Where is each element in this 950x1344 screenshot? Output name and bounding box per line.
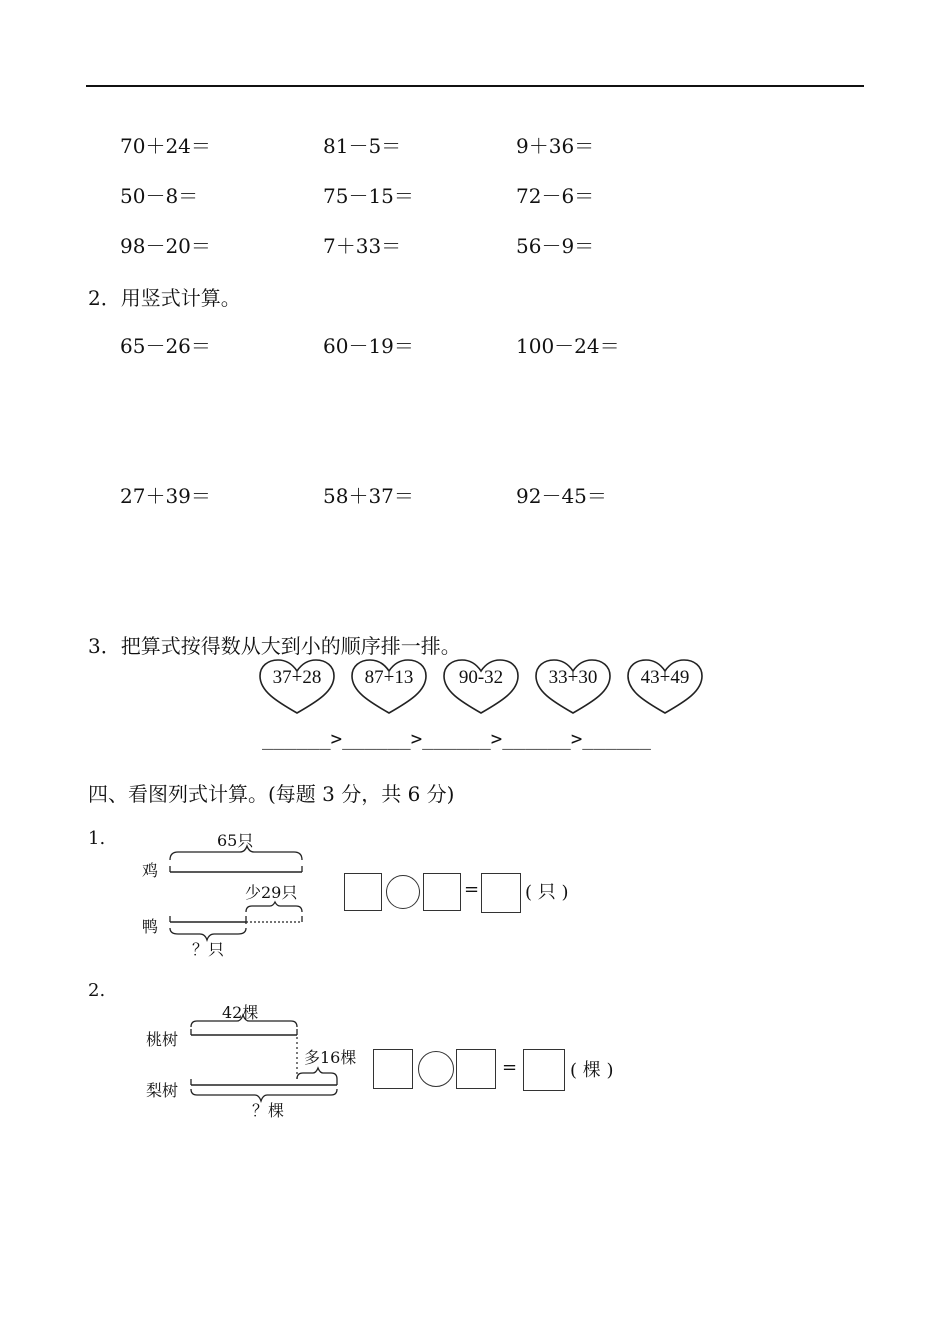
oral-item: 75－15＝ bbox=[323, 184, 414, 208]
duck-diff-label: 少29只 bbox=[245, 883, 298, 902]
answer-box-1[interactable] bbox=[344, 873, 382, 911]
chicken-label: 鸡 bbox=[142, 861, 159, 880]
vertical-calc-item: 58＋37＝ bbox=[323, 484, 414, 508]
heart-expression: 37+28 bbox=[272, 667, 322, 688]
oral-item: 56－9＝ bbox=[516, 234, 595, 258]
unit-label: ( 只 ) bbox=[525, 882, 569, 903]
order-answer-line[interactable]: ______>______>______>______>______ bbox=[262, 728, 651, 750]
problem2-number: 2. bbox=[88, 980, 106, 1001]
top-rule bbox=[86, 85, 864, 87]
section4-title: 四、看图列式计算。(每题 3 分，共 6 分) bbox=[88, 782, 455, 806]
vertical-calc-item: 27＋39＝ bbox=[120, 484, 211, 508]
oral-item: 7＋33＝ bbox=[323, 234, 402, 258]
pear-diff-label: 多16棵 bbox=[304, 1048, 357, 1067]
heart-card bbox=[624, 657, 706, 717]
heart-expression: 43+49 bbox=[640, 667, 690, 688]
heart-card bbox=[256, 657, 338, 717]
answer-box-result[interactable] bbox=[523, 1049, 565, 1091]
peach-label: 桃树 bbox=[146, 1030, 179, 1049]
chicken-total-label: 65只 bbox=[217, 831, 254, 850]
oral-item: 70＋24＝ bbox=[120, 134, 211, 158]
vertical-calc-item: 65－26＝ bbox=[120, 334, 211, 358]
problem1-number: 1. bbox=[88, 828, 106, 849]
heart-expression: 87+13 bbox=[364, 667, 414, 688]
heart-card bbox=[532, 657, 614, 717]
oral-item: 9＋36＝ bbox=[516, 134, 595, 158]
oral-item: 50－8＝ bbox=[120, 184, 199, 208]
vertical-calc-item: 92－45＝ bbox=[516, 484, 607, 508]
answer-box-1[interactable] bbox=[373, 1049, 413, 1089]
heart-expression: 33+30 bbox=[548, 667, 598, 688]
oral-item: 81－5＝ bbox=[323, 134, 402, 158]
duck-unknown-label: ？只 bbox=[192, 940, 225, 959]
answer-box-2[interactable] bbox=[423, 873, 461, 911]
answer-box-2[interactable] bbox=[456, 1049, 496, 1089]
q3-title: 3．把算式按得数从大到小的顺序排一排。 bbox=[88, 634, 461, 658]
heart-card bbox=[440, 657, 522, 717]
duck-label: 鸭 bbox=[142, 917, 159, 936]
operator-circle[interactable] bbox=[386, 875, 420, 909]
heart-card bbox=[348, 657, 430, 717]
heart-expression: 90-32 bbox=[458, 667, 504, 688]
pear-label: 梨树 bbox=[146, 1081, 179, 1100]
peach-total-label: 42棵 bbox=[222, 1003, 259, 1022]
unit-label: ( 棵 ) bbox=[570, 1060, 614, 1081]
oral-item: 72－6＝ bbox=[516, 184, 595, 208]
answer-box-result[interactable] bbox=[481, 873, 521, 913]
pear-unknown-label: ？棵 bbox=[252, 1101, 285, 1120]
equals-sign: = bbox=[464, 879, 480, 900]
operator-circle[interactable] bbox=[418, 1051, 454, 1087]
vertical-calc-item: 60－19＝ bbox=[323, 334, 414, 358]
vertical-calc-item: 100－24＝ bbox=[516, 334, 620, 358]
oral-item: 98－20＝ bbox=[120, 234, 211, 258]
equals-sign: = bbox=[502, 1057, 518, 1078]
q2-title: 2．用竖式计算。 bbox=[88, 286, 241, 310]
